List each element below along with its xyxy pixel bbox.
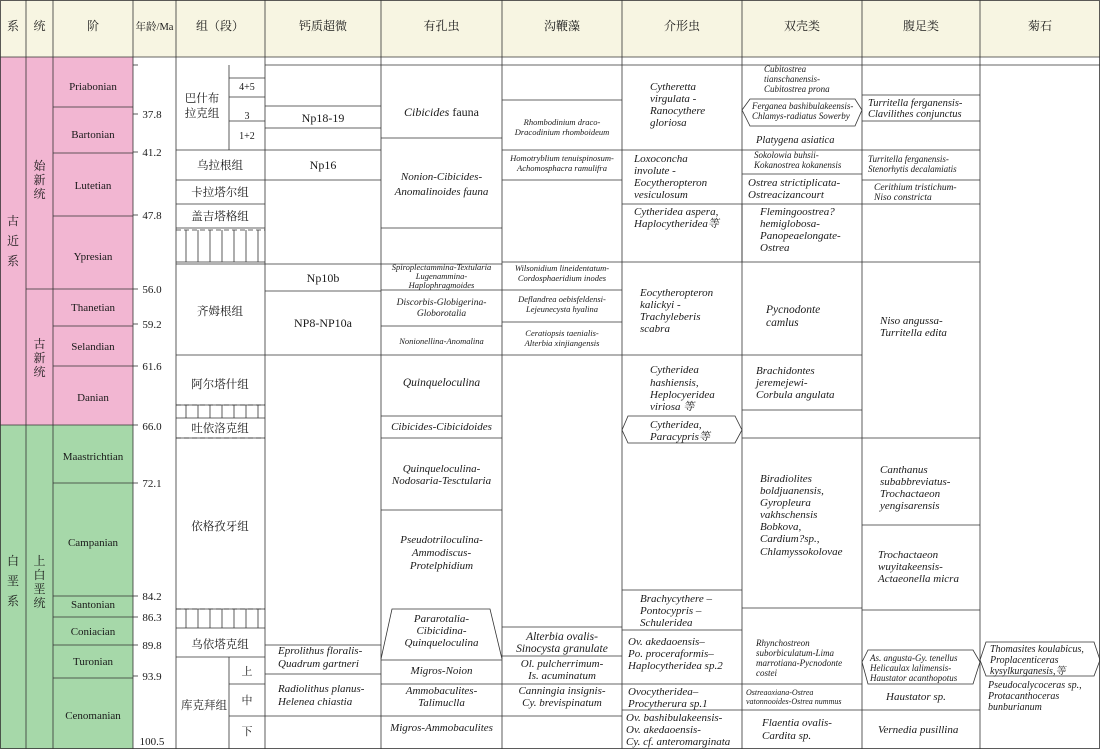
stage-label: Coniacian <box>70 626 116 638</box>
dino-zone: Lejeunecysta hyalina <box>526 304 598 314</box>
bivalve-zone: Flaentia ovalis- <box>762 717 832 729</box>
ostracod-zone: Haplocytheridea sp.2 <box>628 660 723 672</box>
system-paleogene: 古近系 <box>6 214 20 268</box>
bivalve-zone: vatonnooides-Ostrea nummus <box>746 697 842 706</box>
bivalve-zone: Ostreacizancourt <box>748 189 824 201</box>
gastropod-zone: Stenorhytis decalamiatis <box>868 164 957 174</box>
formation-label: 依格孜牙组 <box>191 521 249 533</box>
dino-zone: Alterbia xinjiangensis <box>524 338 600 348</box>
ostracod-zone: Pontocypris – <box>640 605 702 617</box>
ostracod-zone: Ov. bashibulakeensis- <box>626 712 723 724</box>
series-eocene: 始新统 <box>33 159 46 201</box>
stage-label: Bartonian <box>71 129 115 141</box>
dino-zone: Alterbia ovalis- <box>526 631 598 643</box>
formation-label-cont: 拉克组 <box>184 108 220 120</box>
gastropod-zone: Niso angussa- <box>880 315 943 327</box>
formation-label: 齐姆根组 <box>197 306 243 318</box>
nanno-zone: Np10b <box>306 271 340 285</box>
ostracod-zone: Trachyleberis <box>640 311 701 323</box>
foram-zone: Ammobaculites- <box>405 685 478 697</box>
foram-zone: Nonion-Cibicides- <box>400 171 483 183</box>
system-cretaceous: 白垩系 <box>6 554 20 608</box>
ostracod-zone: Cy. cf. anteromarginata <box>626 736 731 748</box>
ostracod-zone: Cytheridea aspera, <box>634 206 719 218</box>
nanno-zone: Helenea chiastia <box>278 696 353 708</box>
dino-zone: Ceratiopsis taenialis- <box>525 328 599 338</box>
foram-zone: Lugenammina- <box>415 271 468 281</box>
cretaceous-system-bg <box>0 425 133 749</box>
age-value: 84.2 <box>142 591 162 603</box>
stage-label: Turonian <box>73 656 113 668</box>
bivalve-zone: Ferganea bashibulakeensis- <box>752 101 854 111</box>
ammonite-zone: Thomasites koulabicus, <box>990 644 1084 655</box>
bivalve-zone: suborbiculatum-Lima <box>756 648 835 658</box>
gastropod-zone: Trochactaeon <box>878 549 939 561</box>
member-label: 3 <box>244 111 250 122</box>
formation-label: 乌依塔克组 <box>191 639 249 651</box>
ammonite-zone: bunburianum <box>988 702 1042 713</box>
foram-zone: Quinqueloculina <box>404 637 479 649</box>
gastropod-zone: Trochactaeon <box>880 488 941 500</box>
stage-label: Campanian <box>67 537 119 549</box>
bivalve-zone: Cardium?sp., <box>760 533 820 545</box>
formation-label: 卡拉塔尔组 <box>191 187 249 199</box>
foram-zone: Haplophragmoides <box>408 280 475 290</box>
gastropod-zone: Clavilithes conjunctus <box>868 109 962 120</box>
age-value: 56.0 <box>142 284 162 296</box>
bivalve-zone: Ostrea <box>760 242 790 254</box>
age-value: 37.8 <box>142 109 162 121</box>
bivalve-zone: Ostrea strictiplicata- <box>748 177 841 189</box>
gastropod-zone: Canthanus <box>880 464 928 476</box>
bivalve-zone: costei <box>756 668 777 678</box>
dino-zone: Cordosphaeridium inodes <box>517 273 607 283</box>
ostracod-zone: Eocytheropteron <box>634 177 708 189</box>
stage-label: Priabonian <box>69 81 117 93</box>
header-gastropod: 腹足类 <box>902 19 940 33</box>
ostracod-zone: Ranocythere <box>650 105 706 117</box>
age-value: 89.8 <box>142 640 162 652</box>
gastropod-zone: subabbreviatus- <box>880 476 951 488</box>
age-value: 61.6 <box>142 361 162 373</box>
bivalve-zone: Flemingoostrea? <box>760 206 835 218</box>
bivalve-zone: Pycnodonte <box>766 304 821 316</box>
age-value: 59.2 <box>142 319 162 331</box>
header-foram: 有孔虫 <box>423 19 460 33</box>
series-paleocene: 古新统 <box>33 337 46 379</box>
ammonite-zone: Protacanthoceras <box>988 691 1060 702</box>
foram-zone: Quinqueloculina- <box>402 463 481 475</box>
nanno-zone: Eprolithus floralis- <box>278 645 363 657</box>
sub-member-label: 下 <box>241 726 253 738</box>
foram-zone: Globorotalia <box>416 309 467 319</box>
bivalve-zone: Chlamys-radiatus Sowerby <box>752 111 850 121</box>
foram-zone: Quinqueloculina <box>402 377 481 389</box>
ostracod-zone: gloriosa <box>650 117 687 129</box>
ostracod-zone: Cytheridea, <box>650 419 702 431</box>
bivalve-zone: Chlamyssokolovae <box>760 546 843 558</box>
ostracod-zone: vesiculosum <box>634 189 688 201</box>
header-ammonite: 菊石 <box>1027 19 1053 33</box>
age-value: 100.5 <box>139 736 165 748</box>
age-value: 72.1 <box>142 478 162 490</box>
gastropod-zone: Turritella ferganensis- <box>868 98 963 109</box>
bivalve-zone: Cubitostrea prona <box>764 84 830 94</box>
header-age: 年龄/Ma <box>135 22 174 33</box>
ostracod-zone: scabra <box>640 323 670 335</box>
bivalve-zone: Ostreaoxiana-Ostrea <box>746 688 814 697</box>
bivalve-zone: Kokanostrea kokanensis <box>754 160 842 170</box>
ostracod-zone: Ovocytheridea– <box>628 686 699 698</box>
dino-zone: Is. acuminatum <box>528 670 596 682</box>
dino-zone: Dracodinium rhomboideum <box>514 127 610 137</box>
gastropod-zone: Niso constricta <box>874 193 932 203</box>
bivalve-zone: Cubitostrea <box>764 64 807 74</box>
foram-zone: Cibicides fauna <box>404 105 479 119</box>
formation-label: 巴什布 <box>184 93 220 105</box>
ostracod-zone: Brachycythere – <box>640 593 712 605</box>
bivalve-zone: Sokolowia buhsii- <box>754 150 819 160</box>
bivalve-zone: Biradiolites <box>760 473 812 485</box>
bivalve-zone: Cardita sp. <box>762 730 812 742</box>
dino-zone: Ol. pulcherrimum- <box>520 658 604 670</box>
header-system: 系 <box>6 19 20 33</box>
dino-zone: Cy. brevispinatum <box>522 697 602 709</box>
bivalve-zone: camlus <box>766 317 799 329</box>
bivalve-zone: Rhynchostreon <box>756 638 810 648</box>
nanno-zone: Np16 <box>309 158 337 172</box>
ostracod-zone: kalickyi - <box>640 299 681 311</box>
gastropod-zone: Haustator sp. <box>886 691 946 703</box>
ostracod-zone: Ov. akedaoensis– <box>628 636 705 648</box>
age-value: 93.9 <box>142 671 162 683</box>
bivalve-zone: Bobkova, <box>760 521 802 533</box>
foram-zone: Migros-Noion <box>410 665 473 677</box>
nanno-zone: Np18-19 <box>301 111 345 125</box>
foram-zone: Protelphidium <box>409 560 474 572</box>
foram-zone: Discorbis-Globigerina- <box>396 298 487 308</box>
dino-zone: Homotryblium tenuispinosum- <box>510 153 614 163</box>
bivalve-zone: boldjuanensis, <box>760 485 824 497</box>
bivalve-zone: Brachidontes <box>756 365 815 377</box>
gastropod-zone: yengisarensis <box>880 500 940 512</box>
ostracod-zone: Schuleridea <box>640 617 693 629</box>
bivalve-zone: Gyropleura <box>760 497 811 509</box>
formation-label: 乌拉根组 <box>197 160 243 172</box>
ostracod-zone: virgulata - <box>650 93 697 105</box>
stage-label: Maastrichtian <box>62 451 124 463</box>
series-upper-cretaceous: 上白垩统 <box>33 554 46 610</box>
bivalve-zone: marrotiana-Pycnodonte <box>756 658 843 668</box>
member-label: 4+5 <box>239 82 255 93</box>
dino-zone: Rhombodinium draco- <box>523 117 601 127</box>
gastropod-zone: As. angusta-Gy. tenellus <box>870 653 958 663</box>
sub-member-label: 中 <box>241 695 253 707</box>
ostracod-zone: Po. proceraformis– <box>628 648 714 660</box>
ostracod-zone: Cytheridea <box>650 364 699 376</box>
header-dino: 沟鞭藻 <box>543 19 581 33</box>
member-label: 1+2 <box>239 131 255 142</box>
bivalve-zone: Panopeaelongate- <box>760 230 841 242</box>
bivalve-zone: vakhschensis <box>760 509 818 521</box>
age-value: 41.2 <box>142 147 162 159</box>
ammonite-zone: Pseudocalycoceras sp., <box>988 680 1082 691</box>
foram-zone: Spiroplectammina-Textularia <box>391 262 492 272</box>
gastropod-zone: Turritella edita <box>880 327 947 339</box>
foram-zone: Talimuclla <box>418 697 465 709</box>
header-series: 统 <box>33 19 46 33</box>
bivalve-zone: Platygena asiatica <box>756 135 835 146</box>
formation-label: 阿尔塔什组 <box>191 379 249 391</box>
stage-label: Ypresian <box>73 251 113 263</box>
header-nanno: 钙质超微 <box>298 19 348 33</box>
nanno-zone: NP8-NP10a <box>293 316 353 330</box>
gastropod-zone: Turritella ferganensis- <box>868 154 949 164</box>
ostracod-zone: Haplocytheridea等 <box>634 218 719 230</box>
sub-member-label: 上 <box>241 666 253 678</box>
chart-content <box>7 64 1084 748</box>
foram-zone: Pararotalia- <box>413 613 470 625</box>
ostracod-zone: Cytheretta <box>650 81 697 93</box>
stage-label: Lutetian <box>74 180 112 192</box>
foram-zone: Pseudotriloculina- <box>400 534 483 546</box>
age-value: 47.8 <box>142 210 162 222</box>
gastropod-zone: Helicaulax lalimensis- <box>870 663 952 673</box>
stage-label: Santonian <box>71 599 115 611</box>
dino-zone: Sinocysta granulate <box>516 643 608 655</box>
bivalve-zone: jeremejewi- <box>756 377 808 389</box>
foram-zone: Anomalinoides fauna <box>394 186 489 198</box>
foram-zone: Nodosaria-Tesctularia <box>391 475 492 487</box>
ostracod-zone: Eocytheropteron <box>640 287 714 299</box>
foram-zone: Cibicides-Cibicidoides <box>391 421 492 433</box>
gastropod-zone: Vernedia pusillina <box>878 724 959 736</box>
bivalve-zone: tianschanensis- <box>764 74 820 84</box>
header-bivalve: 双壳类 <box>783 19 821 33</box>
header-ostracod: 介形虫 <box>663 19 701 33</box>
foram-zone: Cibicidina- <box>416 625 467 637</box>
ostracod-zone: Ov. akedaoensis- <box>626 724 701 736</box>
ammonite-zone: kysylkurganesis,等 <box>990 666 1066 677</box>
ostracod-zone: Procytherura sp.1 <box>628 698 708 710</box>
bivalve-zone: hemiglobosa- <box>760 218 820 230</box>
ostracod-zone: Heplocyeridea <box>650 389 715 401</box>
nanno-zone: Quadrum gartneri <box>278 658 359 670</box>
dino-zone: Deflandrea oebisfeldensi- <box>518 294 606 304</box>
ostracod-zone: Loxoconcha <box>634 153 688 165</box>
dino-zone: Achomosphacra ramulifra <box>517 163 607 173</box>
foram-zone: Ammodiscus- <box>411 547 472 559</box>
gastropod-zone: Haustator acanthopotus <box>870 673 958 683</box>
age-value: 66.0 <box>142 421 162 433</box>
stage-label: Cenomanian <box>65 710 121 722</box>
gastropod-zone: Cerithium tristichum- <box>874 183 957 193</box>
stage-label: Selandian <box>71 341 115 353</box>
ammonite-zone: Proplacenticeras <box>990 655 1059 666</box>
dino-zone: Canningia insignis- <box>518 685 606 697</box>
header-stage: 阶 <box>86 19 100 33</box>
foram-zone: Nonionellina-Anomalina <box>399 336 484 346</box>
gastropod-zone: wuyitakeensis- <box>878 561 943 573</box>
bivalve-zone: Corbula angulata <box>756 389 835 401</box>
nanno-zone: Radiolithus planus- <box>278 683 365 695</box>
paleogene-system-bg <box>0 57 133 425</box>
header-formation: 组（段） <box>195 19 245 33</box>
formation-label: 吐依洛克组 <box>191 423 249 435</box>
gastropod-zone: Actaeonella micra <box>878 573 959 585</box>
ostracod-zone: viriosa 等 <box>650 401 695 413</box>
ostracod-zone: involute - <box>634 165 676 177</box>
ostracod-zone: Paracypris等 <box>650 431 710 443</box>
stage-label: Danian <box>77 392 109 404</box>
formation-label: 盖吉塔格组 <box>191 211 249 223</box>
formation-label: 库克拜组 <box>181 700 227 712</box>
stage-label: Thanetian <box>71 302 115 314</box>
foram-zone: Migros-Ammobaculites <box>390 722 493 734</box>
ostracod-zone: hashiensis, <box>650 377 699 389</box>
dino-zone: Wilsonidium lineidentatum- <box>514 263 610 273</box>
age-value: 86.3 <box>142 612 162 624</box>
